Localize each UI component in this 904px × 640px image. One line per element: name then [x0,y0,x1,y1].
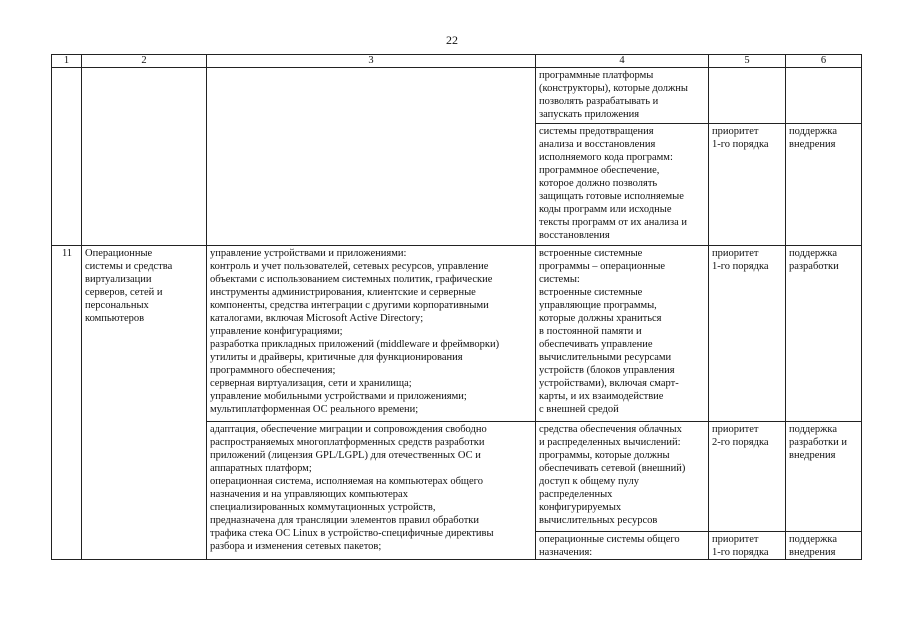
continuation-protection-priority: приоритет 1-го порядка [709,124,786,246]
continuation-platforms-support [786,68,862,124]
row-11-general-os-support: поддержка внедрения [786,532,862,560]
row-11-cloud-support: поддержка разработки и внедрения [786,422,862,532]
continuation-platforms-priority [709,68,786,124]
header-col-6: 6 [786,55,862,68]
continuation-number-cell [52,68,82,246]
row-11-embedded-support: поддержка разработки [786,246,862,422]
row-11-number: 11 [52,246,82,560]
continuation-protection-support: поддержка внедрения [786,124,862,246]
row-11-name: Операционные системы и средства виртуализации серверов, сетей и персональных компьютеров [82,246,207,560]
continuation-protection-text: системы предотвращения анализа и восстановления исполняемого кода программ: программное обеспечение, которое должно позволять защищать готовые исполняемые коды программ или исходные тексты программ от их анализа и восстановления [536,124,709,246]
row-11-cloud-text: средства обеспечения облачных и распределенных вычислений: программы, которые должны обеспечивать сетевой (внешний) доступ к общему пулу распределенных конфигурируемых вычислительных ресурсов [536,422,709,532]
row-11-general-os-text: операционные системы общего назначения: [536,532,709,560]
continuation-platforms-text: программные платформы (конструкторы), которые должны позволять разрабатывать и запускать приложения [536,68,709,124]
table-header-row [52,55,862,68]
row-11-cloud-priority: приоритет 2-го порядка [709,422,786,532]
header-col-5: 5 [709,55,786,68]
header-col-2: 2 [82,55,207,68]
row-11-embedded-priority: приоритет 1-го порядка [709,246,786,422]
continuation-name-cell [82,68,207,246]
header-col-1: 1 [52,55,82,68]
row-11-embedded [52,246,862,422]
continuation-description-cell [207,68,536,246]
row-11-embedded-text: встроенные системные программы – операционные системы: встроенные системные управляющие программы, которые должны храниться в постоянной памяти и обеспечивать управление вычислительными ресурсами устройств (блоков управления устройствами), включая смарт- карты, и их взаимодействие с внешней средой [536,246,709,422]
row-11-general-os-priority: приоритет 1-го порядка [709,532,786,560]
continuation-row-platforms [52,68,862,124]
row-11-description-part-2: адаптация, обеспечение миграции и сопровождения свободно распространяемых многоплатформенных средств разработки приложений (лицензия GPL/LGPL) для отечественных ОС и аппаратных платформ; операционная система, исполняемая на компьютерах общего назначения и на управляющих компьютерах специализированных коммутационных устройств, предназначена для трансляции элементов правил обработки трафика стека ОС Linux в устройство-специфичные директивы разбора и изменения сетевых пакетов; [207,422,536,560]
row-11-description-part-1: управление устройствами и приложениями: контроль и учет пользователей, сетевых ресурсов, управление объектами с использованием системных политик, графические инструменты администрирования, клиентские и серверные компоненты, средства интеграции с другими корпоративными каталогами, включая Microsoft Active Directory; управление конфигурациями; разработка прикладных приложений (middleware и фреймворки) утилиты и драйверы, критичные для функционирования программного обеспечения; серверная виртуализация, сети и хранилища; управление мобильными устройствами и приложениями; мультиплатформенная ОС реального времени; [207,246,536,422]
page-number: 22 [446,33,458,47]
header-col-3: 3 [207,55,536,68]
requirements-table [51,54,862,560]
header-col-4: 4 [536,55,709,68]
